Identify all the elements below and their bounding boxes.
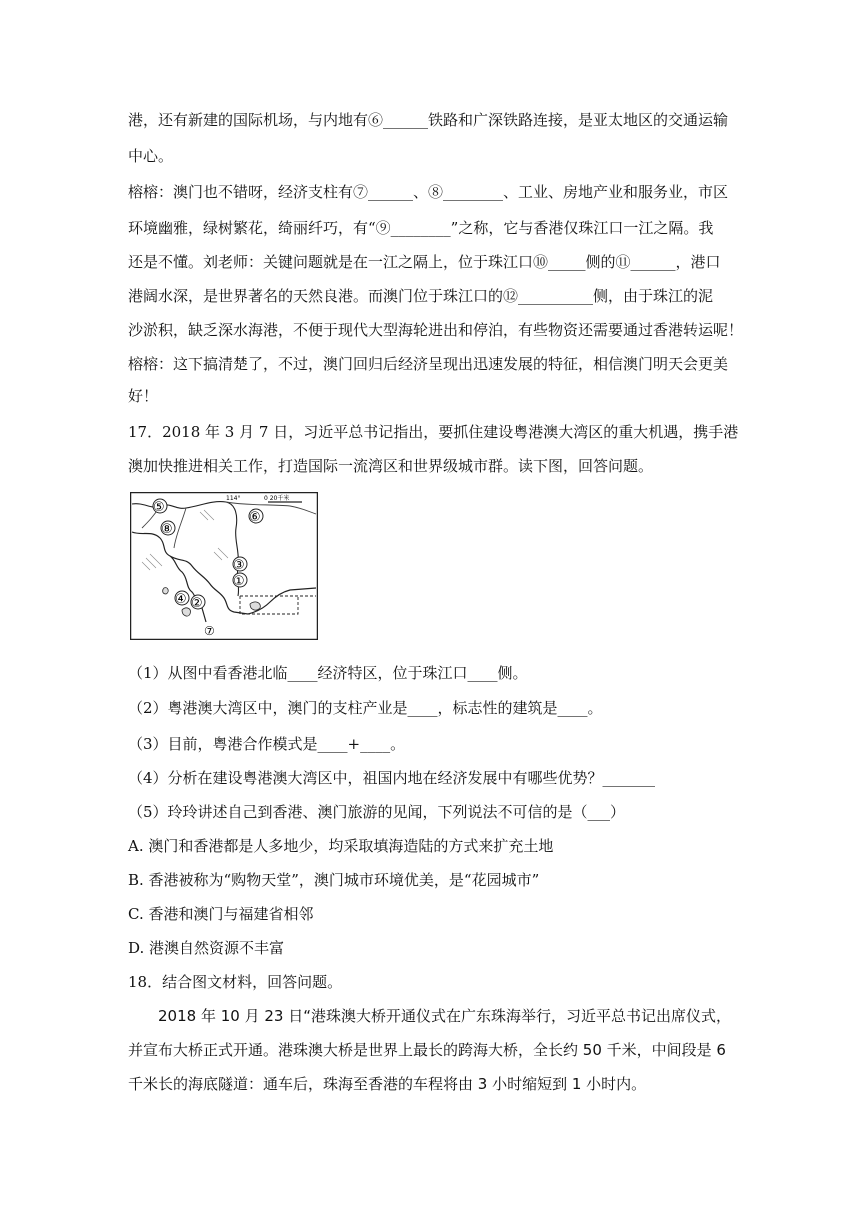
question-18-para-1: 2018 年 10 月 23 日“港珠澳大桥开通仪式在广东珠海举行，习近平总书记出席仪式， (158, 1007, 731, 1025)
marker-8-label: ⑧ (161, 522, 173, 537)
option-b: B. 香港被称为“购物天堂”，澳门城市环境优美，是“花园城市” (128, 871, 540, 889)
marker-5-label: ⑤ (153, 500, 165, 515)
marker-1-label: ① (233, 574, 245, 589)
passage-line-6: 港阔水深，是世界著名的天然良港。而澳门位于珠江口的⑫__________侧，由于珠江的泥 (128, 287, 714, 305)
option-c: C. 香港和澳门与福建省相邻 (128, 905, 314, 923)
passage-line-8: 榕榕：这下搞清楚了，不过，澳门回归后经济呈现出迅速发展的特征，相信澳门明天会更美 (128, 355, 729, 373)
option-a: A. 澳门和香港都是人多地少，均采取填海造陆的方式来扩充土地 (128, 837, 554, 855)
question-17-sub-3: （3）目前，粤港合作模式是____+____。 (128, 735, 406, 753)
question-18-para-3: 千米长的海底隧道：通车后，珠海至香港的车程将由 3 小时缩短到 1 小时内。 (128, 1075, 647, 1093)
question-17-sub-1: （1）从图中看香港北临____经济特区，位于珠江口____侧。 (128, 664, 528, 682)
question-17-sub-2: （2）粤港澳大湾区中，澳门的支柱产业是____，标志性的建筑是____。 (128, 699, 603, 717)
marker-4-label: ④ (175, 592, 187, 607)
question-17-line-2: 澳加快推进相关工作，打造国际一流湾区和世界级城市群。读下图，回答问题。 (128, 457, 654, 475)
option-d: D. 港澳自然资源不丰富 (128, 939, 285, 957)
question-17-line-1: 17．2018 年 3 月 7 日，习近平总书记指出，要抓住建设粤港澳大湾区的重大机遇，携手港 (128, 423, 739, 441)
passage-line-9: 好！ (128, 387, 159, 405)
passage-line-4: 环境幽雅，绿树繁花，绮丽纤巧，有“⑨________”之称，它与香港仅珠江口一江之隔。我 (128, 219, 714, 237)
marker-6-label: ⑥ (249, 510, 261, 525)
question-18-line-1: 18．结合图文材料，回答问题。 (128, 973, 343, 991)
question-17-sub-4: （4）分析在建设粤港澳大湾区中，祖国内地在经济发展中有哪些优势？_______ (128, 769, 656, 787)
passage-line-1: 港，还有新建的国际机场，与内地有⑥______铁路和广深铁路连接，是亚太地区的交通运输 (128, 111, 729, 129)
question-17-sub-5: （5）玲玲讲述自己到香港、澳门旅游的见闻，下列说法不可信的是（___） (128, 803, 626, 821)
scale-text: 0 20千米 (264, 495, 290, 502)
marker-2-label: ② (191, 596, 203, 611)
pearl-river-delta-map (130, 492, 318, 640)
marker-3-label: ③ (233, 558, 245, 573)
passage-line-7: 沙淤积，缺乏深水海港，不便于现代大型海轮进出和停泊，有些物资还需要通过香港转运呢！ (128, 321, 744, 339)
longitude-text: 114° (226, 495, 241, 502)
question-18-para-2: 并宣布大桥正式开通。港珠澳大桥是世界上最长的跨海大桥，全长约 50 千米，中间段是 6 (128, 1041, 726, 1059)
passage-line-3: 榕榕：澳门也不错呀，经济支柱有⑦______、⑧________、工业、房地产业和服务业，市区 (128, 183, 729, 201)
passage-line-5: 还是不懂。刘老师：关键问题就是在一江之隔上，位于珠江口⑩_____侧的⑪______，港口 (128, 253, 721, 271)
marker-7-label: ⑦ (204, 624, 215, 638)
passage-line-2: 中心。 (128, 147, 174, 165)
